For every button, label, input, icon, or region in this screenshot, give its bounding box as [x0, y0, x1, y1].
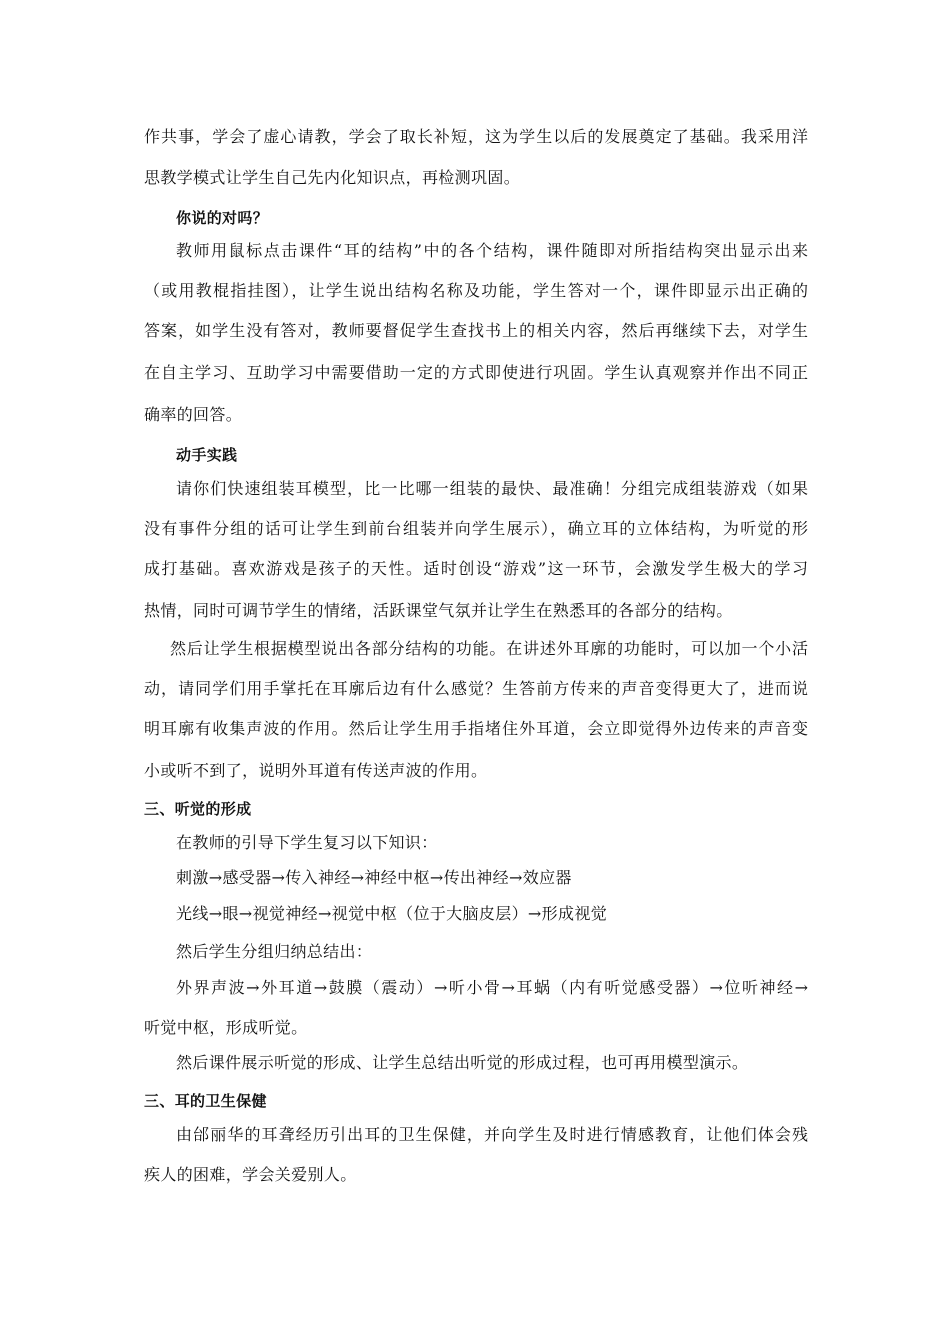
paragraph-line: 作共事，学会了虚心请教，学会了取长补短，这为学生以后的发展奠定了基础。我采用洋: [144, 127, 808, 146]
paragraph-line: 成打基础。喜欢游戏是孩子的天性。适时创设“游戏”这一环节，会激发学生极大的学习: [144, 559, 808, 578]
paragraph-line: 思教学模式让学生自己先内化知识点，再检测巩固。: [144, 168, 521, 187]
paragraph-line: 在教师的引导下学生复习以下知识：: [176, 833, 438, 852]
paragraph-line: 没有事件分组的话可让学生到前台组装并向学生展示），确立耳的立体结构，为听觉的形: [144, 519, 808, 538]
section-heading-hearing-formation: 三、听觉的形成: [144, 800, 252, 818]
paragraph-line: 请你们快速组装耳模型，比一比哪一组装的最快、最准确！分组完成组装游戏（如果: [176, 479, 808, 498]
paragraph-line: 确率的回答。: [144, 405, 243, 424]
paragraph-line: 明耳廓有收集声波的作用。然后让学生用手指堵住外耳道，会立即觉得外边传来的声音变: [144, 719, 808, 738]
paragraph-line: （或用教棍指挂图），让学生说出结构名称及功能，学生答对一个，课件即显示出正确的: [144, 281, 808, 300]
paragraph-line: 小或听不到了，说明外耳道有传送声波的作用。: [144, 761, 488, 780]
paragraph-line: 答案，如学生没有答对，教师要督促学生查找书上的相关内容，然后再继续下去，对学生: [144, 321, 808, 340]
subheading-hands-on: 动手实践: [176, 446, 238, 464]
paragraph-line: 动，请同学们用手掌托在耳廓后边有什么感觉？生答前方传来的声音变得更大了，进而说: [144, 679, 808, 698]
paragraph-line: 教师用鼠标点击课件“耳的结构”中的各个结构，课件随即对所指结构突出显示出来: [176, 241, 808, 260]
flow-line-hearing: 外界声波→外耳道→鼓膜（震动）→听小骨→耳蜗（内有听觉感受器）→位听神经→: [176, 978, 808, 997]
paragraph-line: 疾人的困难，学会关爱别人。: [144, 1165, 357, 1184]
section-heading-ear-hygiene: 三、耳的卫生保健: [144, 1092, 267, 1110]
subheading-are-you-right: 你说的对吗？: [176, 209, 269, 227]
paragraph-line: 听觉中枢，形成听觉。: [144, 1018, 308, 1037]
paragraph-line: 由邰丽华的耳聋经历引出耳的卫生保健，并向学生及时进行情感教育，让他们体会残: [176, 1125, 808, 1144]
paragraph-line: 然后课件展示听觉的形成、让学生总结出听觉的形成过程，也可再用模型演示。: [176, 1053, 749, 1072]
paragraph-line: 然后让学生根据模型说出各部分结构的功能。在讲述外耳廓的功能时，可以加一个小活: [170, 639, 808, 658]
paragraph-line: 在自主学习、互助学习中需要借助一定的方式即使进行巩固。学生认真观察并作出不同正: [144, 363, 808, 382]
paragraph-line: 热情，同时可调节学生的情绪，活跃课堂气氛并让学生在熟悉耳的各部分的结构。: [144, 601, 733, 620]
flow-line-reflex: 刺激→感受器→传入神经→神经中枢→传出神经→效应器: [176, 868, 572, 887]
flow-line-vision: 光线→眼→视觉神经→视觉中枢（位于大脑皮层）→形成视觉: [176, 904, 608, 923]
paragraph-line: 然后学生分组归纳总结出：: [176, 942, 373, 961]
